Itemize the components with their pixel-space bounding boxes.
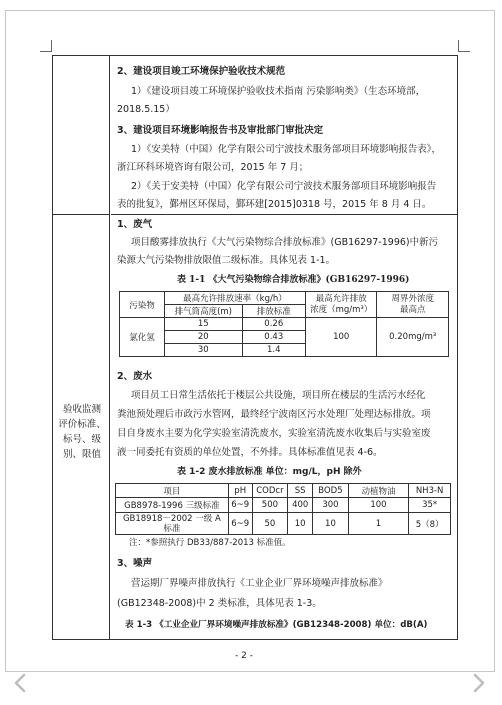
noise-paragraph-line-2: (GB12348-2008)中 2 类标准，具体见表 1-3。 (117, 598, 322, 609)
pollutant-name: 氯化氢 (120, 318, 165, 357)
noise-section-title: 3、噪声 (117, 558, 153, 569)
table-cell: 0.43 (242, 331, 305, 344)
table-cell: 500 (252, 498, 287, 513)
conc-line-1: 最高允许排放 (315, 293, 367, 304)
boundary-value: 0.20mg/m³ (377, 318, 449, 357)
table-1-2-note: 注：*参照执行 DB33/887-2013 标准值。 (129, 538, 291, 548)
table-header: pH (228, 484, 252, 498)
section-3-title: 3、建设项目环境影响报告书及审批部门审批决定 (117, 125, 324, 136)
air-paragraph-line-2: 染源大气污染物排放限值二级标准。具体见表 1-1。 (117, 255, 336, 266)
crop-mark-top-right (458, 40, 470, 52)
table-1-1-caption: 表 1-1 《大气污染物综合排放标准》(GB16297-1996) (177, 275, 410, 285)
air-standards-table (119, 291, 449, 357)
label-line-1: 验收监测 (62, 404, 101, 415)
next-page-button[interactable] (467, 672, 489, 694)
chevron-left-icon (10, 672, 32, 694)
table-cell: 10 (288, 513, 313, 535)
row-divider (53, 214, 110, 215)
page-number: - 2 - (235, 651, 253, 661)
water-paragraph-line-1: 项目员工日常生活依托于楼层公共设施，项目所在楼层的生活污水经化 (131, 390, 426, 401)
table-cell: GB8978-1996 三级标准 (116, 498, 229, 513)
standards-label (57, 402, 107, 462)
ref-3-2-line-2: 表的批复》，鄞州区环保局，鄞环建[2015]0318 号，2015 年 8 月 4 日。 (117, 199, 432, 210)
label-line-4: 别、限值 (62, 449, 101, 460)
air-section-title: 1、废气 (117, 219, 153, 230)
label-line-2: 评价标准、 (58, 419, 106, 430)
label-line-3: 标号、级 (62, 434, 101, 445)
table-header: NH3-N (409, 484, 451, 498)
table-cell: 1 (348, 513, 409, 535)
table-cell: 400 (288, 498, 313, 513)
left-column (53, 56, 110, 639)
previous-page-button[interactable] (10, 672, 32, 694)
air-paragraph-line-1: 项目酸雾排放执行《大气污染物综合排放标准》(GB16297-1996)中新污 (131, 237, 439, 248)
ref-3-1-line-1: 1）《安美特（中国）化学有限公司宁波技术服务部项目环境影响报告表》， (131, 144, 442, 155)
ref-2-1-line-2: 2018.5.15） (117, 104, 175, 115)
conc-line-2: 浓度（mg/m³） (310, 304, 373, 315)
table-cell: 1.4 (242, 344, 305, 357)
header-boundary (377, 292, 449, 318)
table-cell: 15 (164, 318, 242, 331)
header-rate-standard: 排放标准 (242, 305, 305, 318)
header-pollutant: 污染物 (120, 292, 165, 318)
table-header: CODcr (252, 484, 287, 498)
table-cell: 6~9 (228, 498, 252, 513)
row-divider (111, 214, 458, 215)
table-cell: 10 (313, 513, 348, 535)
table-cell: 5（8） (409, 513, 451, 535)
table-cell: 0.26 (242, 318, 305, 331)
table-header: 项目 (116, 484, 229, 498)
crop-mark-top-left (40, 40, 52, 52)
water-section-title: 2、废水 (117, 371, 153, 382)
table-cell: 50 (252, 513, 287, 535)
concentration-value: 100 (305, 318, 377, 357)
section-2-title: 2、建设项目竣工环境保护验收技术规范 (117, 66, 286, 77)
table-header: 动植物油 (348, 484, 409, 498)
header-stack-height: 排气筒高度(m) (164, 305, 242, 318)
table-cell: 100 (348, 498, 409, 513)
ref-2-1-line-1: 1）《建设项目竣工环境保护验收技术指南 污染影响类》（生态环境部， (131, 86, 426, 97)
table-cell: 300 (313, 498, 348, 513)
table-header: BOD5 (313, 484, 348, 498)
water-paragraph-line-3: 目自身废水主要为化学实验室清洗废水，实验室清洗废水收集后与实验室废 (117, 428, 431, 439)
boundary-line-2: 最高点 (399, 304, 426, 315)
table-header: SS (288, 484, 313, 498)
table-cell: GB18918－2002 一级 A 标准 (116, 513, 229, 535)
table-1-3-caption: 表 1-3 《工业企业厂界环境噪声排放标准》(GB12348-2008) 单位：dB(A) (125, 620, 428, 630)
right-column (111, 56, 458, 639)
header-rate: 最高允许排放速率（kg/h） (164, 292, 305, 305)
table-1-2-caption: 表 1-2 废水排放标准 单位：mg/L，pH 除外 (177, 467, 362, 477)
table-cell: 35* (409, 498, 451, 513)
header-concentration (305, 292, 377, 318)
table-cell: 6~9 (228, 513, 252, 535)
ref-3-1-line-2: 浙江环科环境咨询有限公司，2015 年 7 月； (117, 162, 309, 173)
table-cell: 20 (164, 331, 242, 344)
chevron-right-icon (467, 672, 489, 694)
water-paragraph-line-4: 液一同委托有资质的单位处置，不外排。具体标准值见表 4-6。 (117, 447, 383, 458)
noise-paragraph-line-1: 营运期厂界噪声排放执行《工业企业厂界环境噪声排放标准》 (131, 578, 388, 589)
table-cell: 30 (164, 344, 242, 357)
ref-3-2-line-1: 2）《关于安美特（中国）化学有限公司宁波技术服务部项目环境影响报告 (131, 181, 437, 192)
wastewater-standards-table (115, 483, 451, 535)
document-table (52, 55, 458, 640)
boundary-line-1: 周界外浓度 (391, 293, 434, 304)
water-paragraph-line-2: 粪池预处理后市政污水管网，最终经宁波南区污水处理厂处理达标排放。项 (117, 409, 431, 420)
